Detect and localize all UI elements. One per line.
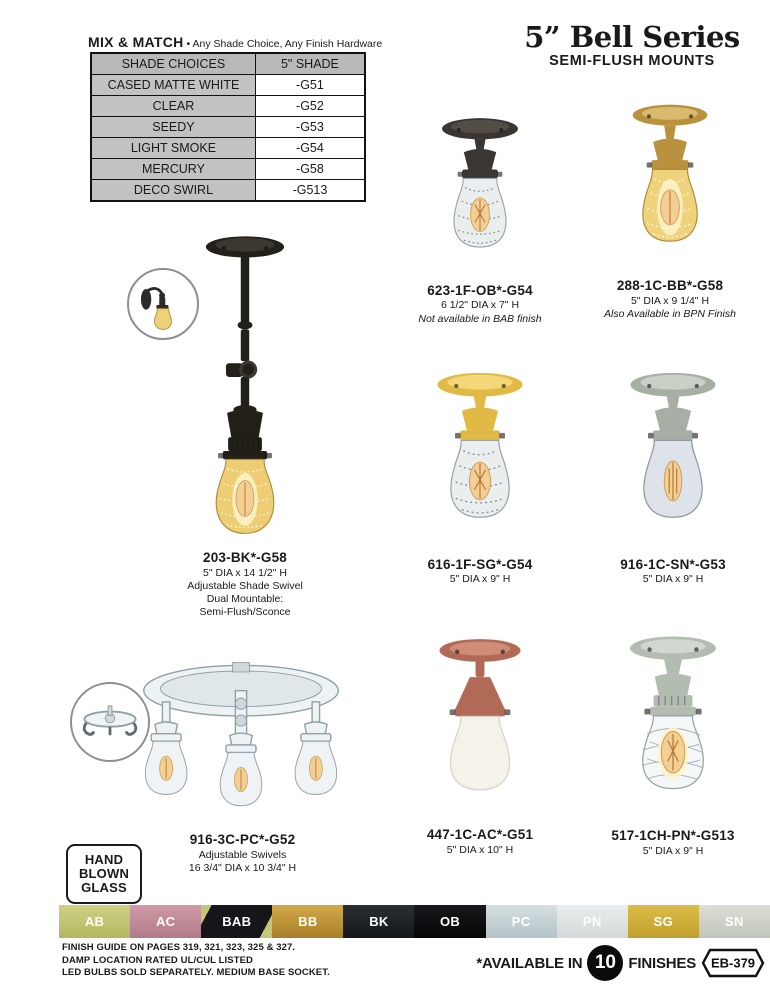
product-note: Not available in BAB finish	[418, 312, 542, 325]
finish-swatch-OB	[414, 905, 485, 938]
badge-line: GLASS	[81, 880, 127, 896]
product-203-BK	[125, 230, 365, 620]
finish-swatch-SG	[628, 905, 699, 938]
product-sku: 517-1CH-PN*-G513	[611, 828, 735, 843]
product-dims: 5" DIA x 9 1/4" H	[630, 294, 710, 307]
finish-label: AB	[84, 914, 105, 929]
finish-swatch-PN	[557, 905, 628, 938]
product-note: Adjustable Swivels	[198, 849, 287, 862]
product-note: Semi-Flush/Sconce	[199, 606, 291, 619]
shade-name: MERCURY	[91, 159, 255, 180]
hand-blown-glass-badge	[66, 844, 142, 904]
product-note: Adjustable Shade Swivel	[187, 580, 303, 593]
product-image-916-3c	[110, 642, 372, 829]
product-916-3C-PC	[70, 642, 375, 875]
finish-swatch-PC	[486, 905, 557, 938]
product-sku: 447-1C-AC*-G51	[426, 827, 534, 842]
shade-code: -G52	[255, 96, 365, 117]
hardware-detail-inset	[70, 682, 150, 762]
product-sku: 616-1F-SG*-G54	[427, 556, 533, 572]
finish-swatch-BK	[343, 905, 414, 938]
product-image-517	[595, 630, 751, 825]
product-dims: 5" DIA x 10" H	[446, 843, 514, 856]
product-sku: 916-1C-SN*-G53	[620, 556, 726, 572]
product-image-616	[405, 366, 555, 554]
finish-label: PN	[582, 914, 602, 929]
footnote-line: LED BULBS SOLD SEPARATELY. MEDIUM BASE SOCKET.	[62, 967, 330, 979]
mix-match-title: MIX & MATCH	[88, 34, 184, 50]
sconce-variant-image	[132, 273, 194, 335]
product-image-623	[413, 112, 547, 280]
finish-label: OB	[439, 914, 461, 929]
product-dims: 5" DIA x 14 1/2" H	[203, 567, 287, 580]
shade-code: -G58	[255, 159, 365, 180]
mix-match-header	[88, 34, 383, 52]
product-note: Dual Mountable:	[206, 593, 284, 606]
shade-name: CLEAR	[91, 96, 255, 117]
product-dims: 5" DIA x 9" H	[642, 844, 704, 857]
table-row	[91, 159, 365, 180]
badge-line: BLOWN	[78, 865, 130, 881]
product-sku: 916-3C-PC*-G52	[189, 832, 296, 848]
sconce-variant-inset	[127, 268, 199, 340]
page-code-badge	[701, 948, 765, 978]
finish-label: SG	[653, 914, 673, 929]
series-title-block	[502, 22, 762, 69]
available-in-text: *AVAILABLE IN	[476, 954, 583, 972]
finish-swatch-BAB	[201, 905, 272, 938]
product-dims: 16 3/4" DIA x 10 3/4" H	[188, 862, 297, 875]
product-623-1F-OB	[385, 112, 575, 326]
shade-code: -G513	[255, 180, 365, 202]
finishes-text: FINISHES	[628, 954, 696, 972]
product-dims: 5" DIA x 9" H	[449, 573, 511, 586]
finish-label: BK	[369, 914, 389, 929]
product-517-1CH-PN	[578, 630, 768, 858]
shade-code: -G54	[255, 138, 365, 159]
badge-line: HAND	[84, 851, 124, 867]
footnote-line: FINISH GUIDE ON PAGES 319, 321, 323, 325 & 327.	[62, 942, 296, 953]
finish-swatch-AC	[130, 905, 201, 938]
finish-label: BB	[298, 914, 318, 929]
product-447-1C-AC	[390, 634, 570, 857]
finish-swatch-AB	[59, 905, 130, 938]
product-sku: 203-BK*-G58	[203, 550, 287, 566]
finish-label: BAB	[222, 914, 252, 929]
mix-match-subtitle: • Any Shade Choice, Any Finish Hardware	[183, 38, 383, 50]
table-row	[91, 180, 365, 202]
finish-swatch-bar	[59, 905, 770, 938]
shade-name: SEEDY	[91, 117, 255, 138]
finish-swatch-SN	[699, 905, 770, 938]
product-288-1C-BB	[575, 100, 765, 321]
finish-label: AC	[155, 914, 176, 929]
page-code: EB-379	[710, 955, 756, 971]
table-header-5in-shade: 5" SHADE	[255, 53, 365, 75]
table-row	[91, 138, 365, 159]
product-image-447	[404, 634, 556, 824]
product-dims: 6 1/2" DIA x 7" H	[440, 299, 520, 312]
shade-code: -G53	[255, 117, 365, 138]
product-image-916-1c	[598, 366, 748, 554]
finish-label: SN	[725, 914, 744, 929]
product-sku: 623-1F-OB*-G54	[427, 282, 533, 298]
product-916-1C-SN	[578, 366, 768, 587]
shade-name: LIGHT SMOKE	[91, 138, 255, 159]
table-row	[91, 96, 365, 117]
finish-label: PC	[511, 914, 531, 929]
shade-code: -G51	[255, 75, 365, 96]
finish-count-badge: 10	[587, 945, 623, 981]
footnotes	[62, 942, 330, 980]
table-row	[91, 75, 365, 96]
shade-name: CASED MATTE WHITE	[91, 75, 255, 96]
availability-note	[476, 941, 765, 985]
footnote-line: DAMP LOCATION RATED UL/CUL LISTED	[62, 954, 254, 966]
page-subtitle: SEMI-FLUSH MOUNTS	[549, 53, 715, 70]
shade-name: DECO SWIRL	[91, 180, 255, 202]
finish-swatch-BB	[272, 905, 343, 938]
page-title: 5” Bell Series	[524, 20, 740, 54]
hardware-detail-image	[75, 687, 145, 757]
table-header-shade-choices: SHADE CHOICES	[91, 53, 255, 75]
product-image-288	[600, 100, 740, 275]
product-sku: 288-1C-BB*-G58	[616, 278, 724, 293]
product-dims: 5" DIA x 9" H	[642, 573, 704, 586]
product-note: Also Available in BPN Finish	[604, 308, 736, 320]
table-row	[91, 117, 365, 138]
product-616-1F-SG	[385, 366, 575, 587]
shade-choices-table	[90, 52, 366, 202]
